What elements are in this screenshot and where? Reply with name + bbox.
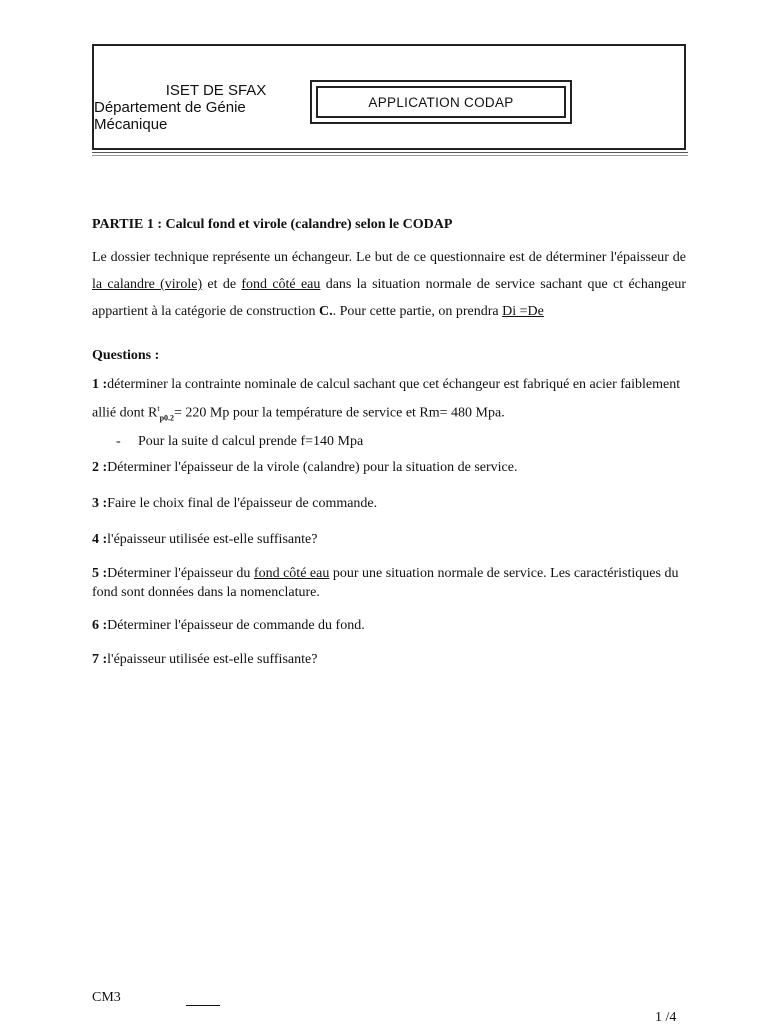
question-7 (92, 648, 686, 672)
intro-fond-term: fond côté eau (241, 277, 321, 292)
q1-text-b: = 220 Mp pour la température de service et Rm= 480 Mpa. (174, 405, 505, 421)
intro-text-d: . Pour cette partie, on prendra (332, 304, 503, 319)
question-3 (92, 492, 686, 516)
application-title: APPLICATION CODAP (316, 86, 566, 118)
q5-fond-term: fond côté eau (253, 566, 330, 582)
footer-code: CM3 (92, 990, 121, 1005)
q5-text-b: pour une situation normale de service. Les caractéristiques du fond sont données dans la nomenclature. (92, 566, 679, 601)
department-name: Département de Génie Mécanique (94, 99, 246, 133)
intro-text-a: Le dossier technique représente un échangeur. Le but de ce questionnaire est de déterminer l'épaisseur de (92, 250, 686, 265)
q1-subscript: p0.2 (159, 413, 175, 423)
footer-line (186, 1005, 220, 1006)
q7-text: l'épaisseur utilisée est-elle suffisante? (107, 652, 318, 668)
intro-text-c: dans la situation normale de service sachant que ct échangeur appartient à la catégorie de construction (92, 277, 686, 319)
q5-text-a: Déterminer l'épaisseur du (107, 566, 254, 582)
intro-diameter-term: Di =De (502, 304, 544, 319)
school-block (94, 82, 308, 133)
question-4 (92, 528, 686, 552)
part1-title: PARTIE 1 : Calcul fond et virole (calandre) selon le CODAP (92, 217, 453, 232)
q5-number: 5 : (92, 566, 108, 582)
q1-text-a: déterminer la contrainte nominale de calcul sachant que cet échangeur est fabriqué en acier faiblement allié dont R (92, 377, 681, 421)
q6-text: Déterminer l'épaisseur de commande du fond. (107, 618, 365, 634)
question-6 (92, 614, 686, 638)
intro-text-b: et de (202, 277, 242, 292)
questions-title: Questions : (92, 348, 160, 363)
application-title-frame (310, 80, 572, 124)
question-1-note (92, 430, 686, 454)
institution-name: ISET DE SFAX (165, 82, 267, 99)
header-box (92, 44, 686, 150)
q1-note-text: Pour la suite d calcul prende f=140 Mpa (138, 434, 364, 450)
part1-intro (92, 244, 686, 325)
q4-number: 4 : (92, 532, 108, 548)
intro-calandre-term: la calandre (virole) (92, 277, 203, 292)
header-rule-secondary (92, 155, 688, 156)
q3-text: Faire le choix final de l'épaisseur de commande. (107, 496, 378, 512)
question-2 (92, 456, 686, 480)
page-number: 1 /4 (655, 1010, 677, 1025)
q2-number: 2 : (92, 460, 108, 476)
q1-superscript: t (157, 404, 160, 413)
intro-category: C. (319, 304, 333, 319)
document-body (92, 216, 686, 672)
header-rule (92, 152, 688, 153)
q1-number: 1 : (92, 377, 108, 392)
q4-text: l'épaisseur utilisée est-elle suffisante? (107, 532, 318, 548)
question-1 (92, 373, 686, 430)
q2-text: Déterminer l'épaisseur de la virole (calandre) pour la situation de service. (107, 460, 518, 476)
q1-note-dash: - (116, 434, 121, 450)
q7-number: 7 : (92, 652, 108, 668)
question-5 (92, 564, 686, 602)
q6-number: 6 : (92, 618, 108, 634)
q3-number: 3 : (92, 496, 108, 512)
